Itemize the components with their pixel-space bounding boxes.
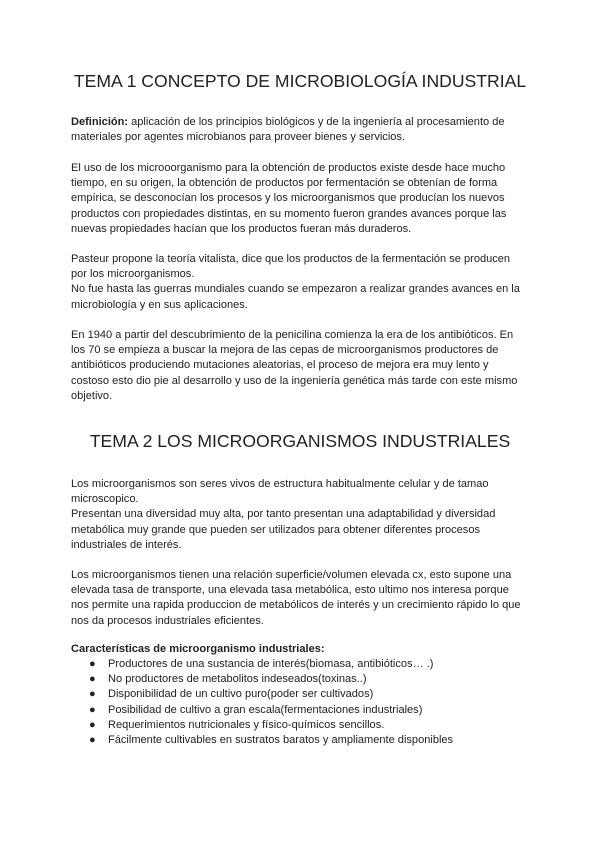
list-item (71, 687, 541, 702)
list-item (71, 733, 541, 748)
tema2-title: TEMA 2 LOS MICROORGANISMOS INDUSTRIALES (89, 431, 511, 451)
paragraph-line: Los microorganismos son seres vivos de estructura habitualmente celular y de tamao (71, 478, 489, 490)
paragraph-line: costoso esto dio pie al desarrollo y uso de la ingeniería genética más tarde con este mismo (71, 374, 518, 387)
list-item-text: Productores de una sustancia de interés(biomasa, antibióticos… .) (108, 658, 434, 670)
paragraph-line: antibióticos produciendo mutaciones aleatorias, el proceso de mejora era muy lento y (71, 359, 489, 372)
paragraph-line: nos da procesos industriales eficientes. (71, 614, 264, 627)
list-item-text: Posibilidad de cultivo a gran escala(fermentaciones industriales) (108, 703, 423, 716)
list-item-text: No productores de metabolitos indeseados(toxinas..) (108, 673, 367, 686)
tema1-title: TEMA 1 CONCEPTO DE MICROBIOLOGÍA INDUSTRIAL (73, 71, 527, 91)
bullet-icon: ● (89, 718, 96, 731)
paragraph-line: El uso de los microoorganismo para la obtención de productos existe desde hace mucho (71, 162, 506, 174)
paragraph-line: nuevas propiedades hacían que los productos fueran más duraderos. (71, 222, 412, 235)
bullet-icon: ● (89, 658, 96, 670)
paragraph-line: los 70 se empieza a buscar la mejora de las cepas de microorganismos productores de (71, 344, 499, 357)
paragraph-line: objetivo. (71, 389, 113, 402)
list-item (71, 718, 541, 733)
bullet-icon: ● (89, 688, 96, 701)
paragraph-line: productos con propiedades distintas, en su momento fueron grandes avances porque las (71, 207, 507, 220)
paragraph-line: tiempo, en su origen, la obtención de productos por fermentación se obtenían de forma (71, 177, 498, 190)
bullet-icon: ● (89, 673, 96, 686)
tema1-paragraph-3 (71, 328, 541, 404)
list-item (71, 657, 541, 672)
paragraph-line: microbiología y en sus aplicaciones. (71, 298, 248, 311)
paragraph-line: nos permite una rapida produccion de metabólicos de interés y un crecimiento rápido lo que (71, 599, 521, 612)
paragraph-line: En 1940 a partir del descubrimiento de la penicilina comienza la era de los antibióticos. En (71, 329, 514, 341)
paragraph-line: por los microorganismos. (71, 268, 195, 281)
paragraph-line: elevada tasa de transporte, una elevada tasa metabólica, esto ultimo nos interesa porque (71, 584, 509, 597)
characteristics-title: Características de microorganismo industriales: (71, 643, 325, 655)
tema1-paragraph-1 (71, 161, 541, 237)
paragraph-line: industriales de interés. (71, 538, 182, 551)
paragraph-line: metabólica muy grande que pueden ser utilizados para obtener diferentes procesos (71, 523, 480, 536)
list-item-text: Requerimientos nutricionales y físico-químicos sencillos. (108, 718, 385, 731)
tema1-paragraph-2 (71, 252, 541, 313)
paragraph-line: Los microorganismos tienen una relación superficie/volumen elevada cx, esto supone una (71, 569, 512, 581)
tema2-paragraph-2 (71, 568, 541, 629)
paragraph-line: Pasteur propone la teoría vitalista, dice que los productos de la fermentación se producen (71, 253, 511, 265)
definition-paragraph (71, 115, 541, 145)
paragraph-line: Presentan una diversidad muy alta, por tanto presentan una adaptabilidad y diversidad (71, 508, 496, 521)
tema2-paragraph-1 (71, 477, 541, 553)
bullet-icon: ● (89, 734, 96, 747)
definition-text-2: materiales por agentes microbianos para proveer bienes y servicios. (71, 131, 406, 144)
bullet-icon: ● (89, 703, 96, 716)
definition-label: Definición: (71, 116, 129, 128)
list-item (71, 703, 541, 718)
list-item-text: Disponibilidad de un cultivo puro(poder ser cultivados) (108, 688, 374, 701)
list-item-text: Fácilmente cultivables en sustratos baratos y ampliamente disponibles (108, 734, 454, 747)
definition-text-1: aplicación de los principios biológicos y de la ingeniería al procesamiento de (128, 116, 505, 128)
paragraph-line: No fue hasta las guerras mundiales cuando se empezaron a realizar grandes avances en la (71, 283, 520, 296)
list-item (71, 672, 541, 687)
paragraph-line: empírica, se desconocían los procesos y los microorganismos que producían los nuevos (71, 192, 505, 205)
characteristics-list (71, 657, 541, 748)
paragraph-line: microscopico. (71, 493, 139, 506)
